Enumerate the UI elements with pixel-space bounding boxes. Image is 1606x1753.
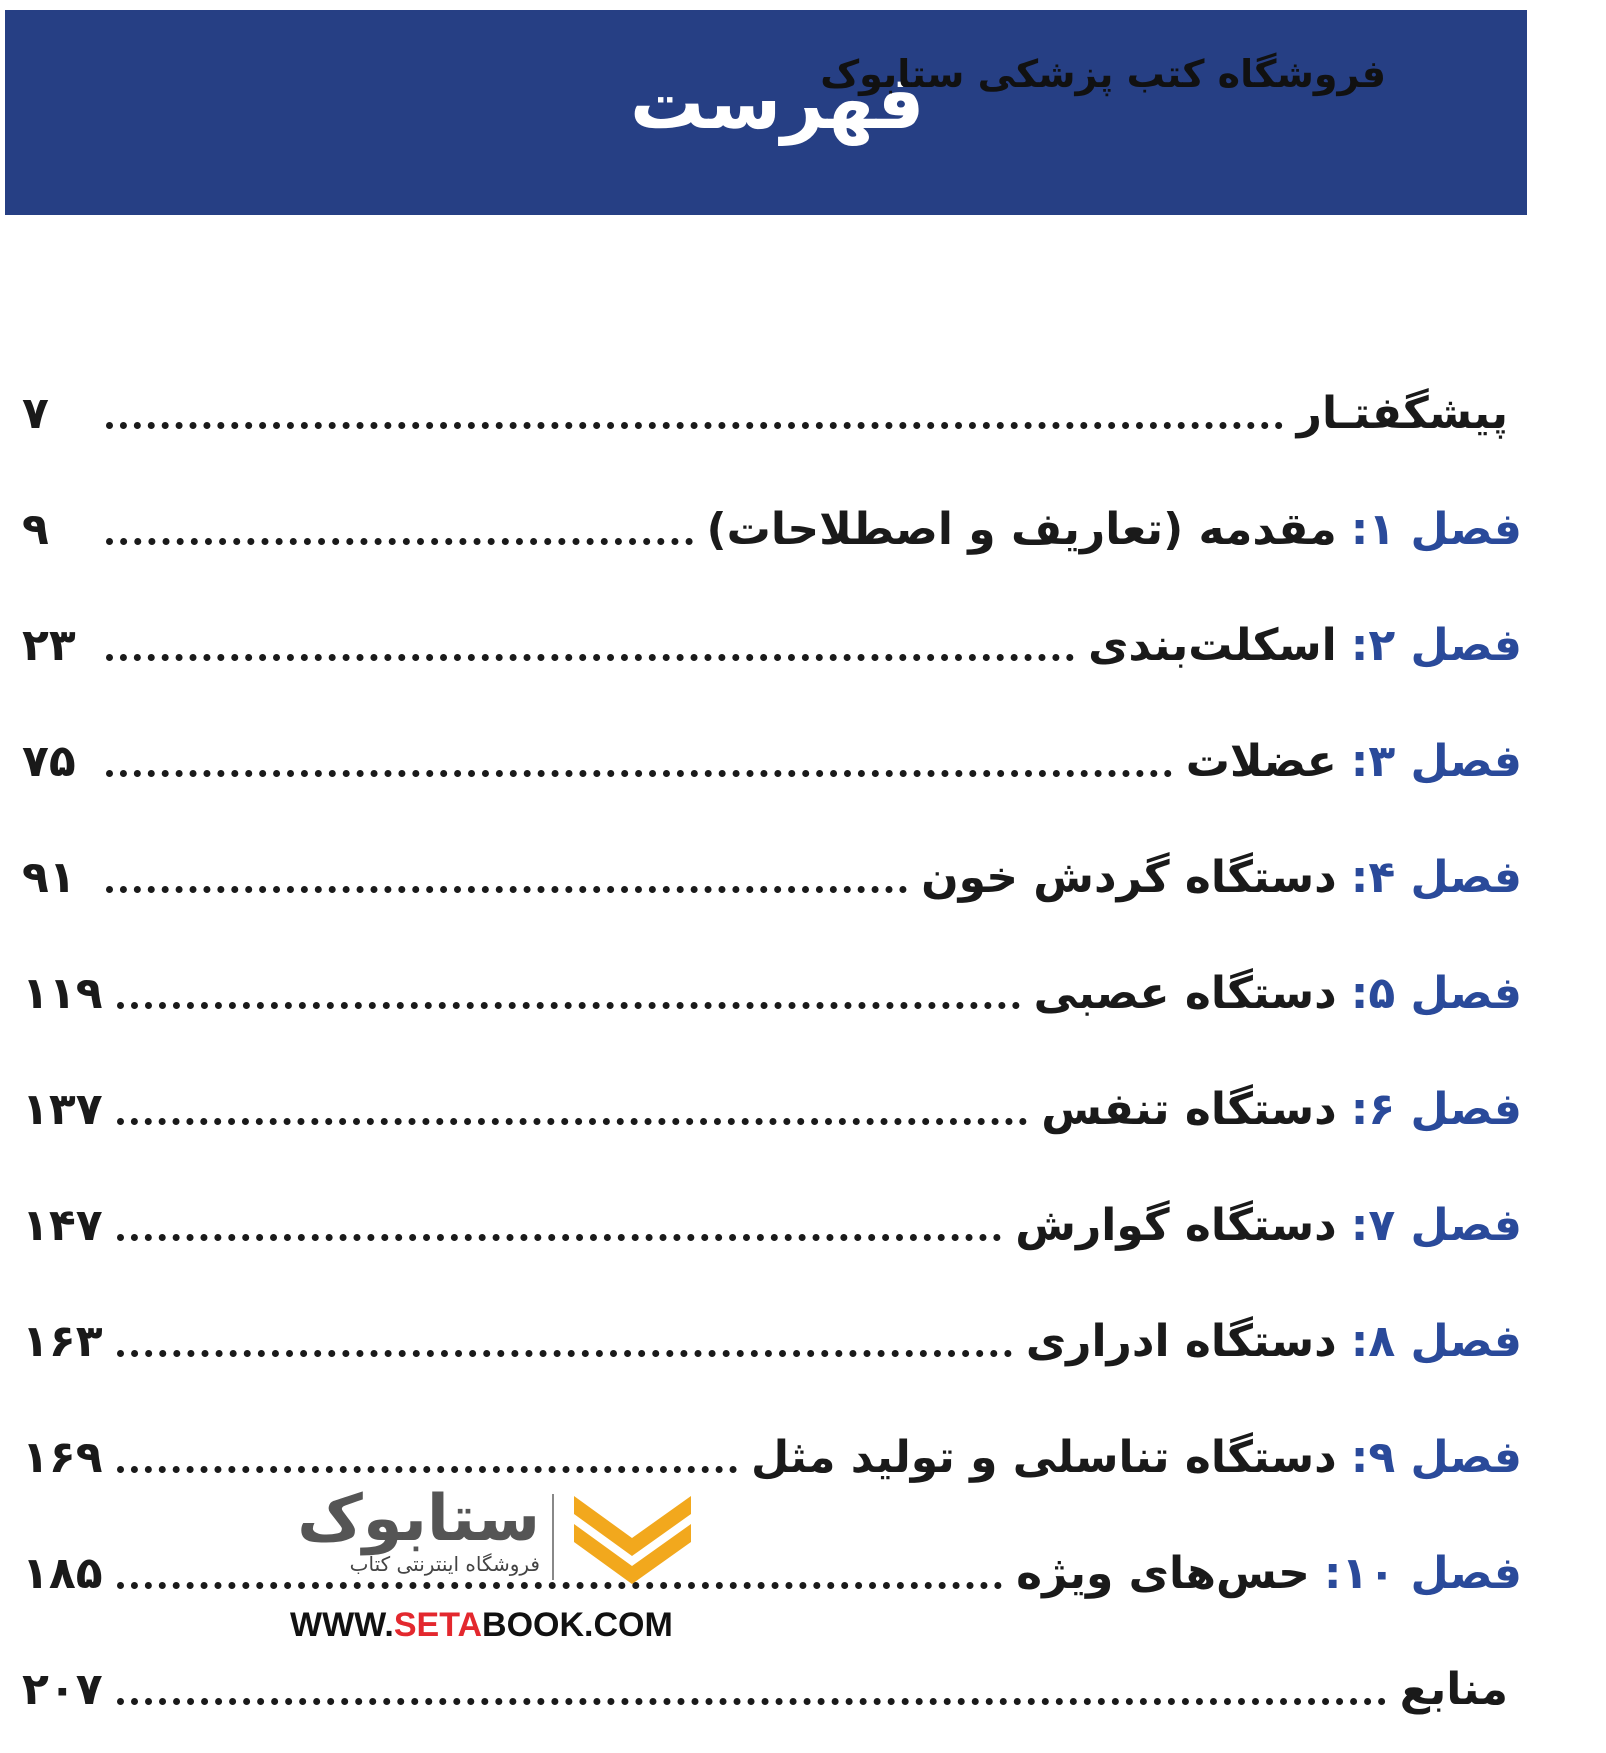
toc-entry-label (707, 504, 1522, 555)
dot-leader (106, 886, 907, 893)
toc-entry-label (1034, 968, 1522, 1019)
page-number: ۱۱۹ (22, 967, 103, 1019)
logo-separator (552, 1494, 554, 1580)
dot-leader (106, 654, 1074, 661)
url-prefix: WWW. (290, 1606, 394, 1644)
watermark-tagline: فروشگاه اینترنتی کتاب (349, 1552, 540, 1576)
watermark-brand: ستابوک (297, 1482, 540, 1556)
toc-row-chapter-6[interactable] (22, 1051, 1522, 1167)
toc-entry-label (1041, 1084, 1522, 1135)
page-number: ۷ (22, 387, 49, 439)
dot-leader (117, 1350, 1012, 1357)
url-accent: SETA (393, 1606, 482, 1644)
setabook-watermark (270, 1482, 710, 1650)
dot-leader (106, 538, 693, 545)
chapter-prefix: فصل ۲: (1350, 619, 1522, 671)
page-number: ۹ (22, 503, 49, 555)
page-number: ۲۳ (22, 619, 76, 671)
toc-entry-title: مقدمه (تعاریف و اصطلاحات) (706, 503, 1337, 555)
watermark-url (290, 1606, 673, 1645)
chapter-prefix: فصل ۱: (1350, 503, 1522, 555)
url-suffix: OOK.COM (506, 1606, 673, 1644)
store-name-overlay: فروشگاه کتب پزشکی ستابوک (820, 52, 1386, 96)
toc-entry-label (1015, 1200, 1522, 1251)
toc-entry-label (1088, 620, 1522, 671)
toc-entry-label (921, 852, 1522, 903)
toc-row-chapter-9[interactable] (22, 1399, 1522, 1515)
toc-entry-title: دستگاه عصبی (1033, 967, 1337, 1019)
dot-leader (117, 1234, 1002, 1241)
page-number: ۲۰۷ (22, 1663, 103, 1715)
chapter-prefix: فصل ۳: (1350, 735, 1522, 787)
toc-row-chapter-3[interactable] (22, 703, 1522, 819)
page-number: ۱۸۵ (22, 1547, 103, 1599)
dot-leader (106, 770, 1172, 777)
toc-entry-title: عضلات (1185, 735, 1337, 787)
chapter-prefix: فصل ۷: (1350, 1199, 1522, 1251)
toc-entry-label (1297, 388, 1522, 439)
url-middle: B (482, 1606, 507, 1644)
toc-row-preface[interactable] (22, 355, 1522, 471)
chapter-prefix: فصل ۸: (1350, 1315, 1522, 1367)
toc-entry-title: حس‌های ویژه (1016, 1547, 1310, 1599)
dot-leader (106, 422, 1283, 429)
dot-leader (117, 1466, 737, 1473)
page-number: ۱۶۹ (22, 1431, 103, 1483)
toc-entry-title: دستگاه تنفس (1041, 1083, 1337, 1135)
toc-entry-label (1016, 1548, 1522, 1599)
chapter-prefix: فصل ۶: (1350, 1083, 1522, 1135)
table-of-contents (22, 355, 1522, 1747)
toc-entry-label (1186, 736, 1522, 787)
toc-row-chapter-8[interactable] (22, 1283, 1522, 1399)
page-number: ۷۵ (22, 735, 76, 787)
page-number: ۱۴۷ (22, 1199, 103, 1251)
dot-leader (117, 1002, 1020, 1009)
toc-row-chapter-1[interactable] (22, 471, 1522, 587)
chapter-prefix: فصل ۱۰: (1323, 1547, 1522, 1599)
toc-row-chapter-2[interactable] (22, 587, 1522, 703)
toc-entry-label (1400, 1664, 1522, 1715)
toc-entry-title: دستگاه گوارش (1015, 1199, 1337, 1251)
toc-entry-title: اسکلت‌بندی (1088, 619, 1337, 671)
toc-row-references[interactable] (22, 1631, 1522, 1747)
chapter-prefix: فصل ۹: (1350, 1431, 1522, 1483)
toc-row-chapter-5[interactable] (22, 935, 1522, 1051)
toc-entry-label (1026, 1316, 1522, 1367)
toc-row-chapter-4[interactable] (22, 819, 1522, 935)
setabook-logo-icon (570, 1490, 695, 1586)
page-number: ۱۶۳ (22, 1315, 103, 1367)
page-number: ۱۳۷ (22, 1083, 103, 1135)
toc-entry-title: دستگاه گردش خون (921, 851, 1337, 903)
dot-leader (117, 1698, 1386, 1705)
page-title: فهرست (630, 60, 925, 146)
toc-entry-title: پیشگفتـار (1296, 387, 1508, 439)
toc-entry-label (751, 1432, 1522, 1483)
chapter-prefix: فصل ۵: (1350, 967, 1522, 1019)
chapter-prefix: فصل ۴: (1350, 851, 1522, 903)
toc-row-chapter-10[interactable] (22, 1515, 1522, 1631)
toc-entry-title: دستگاه ادراری (1025, 1315, 1337, 1367)
dot-leader (117, 1118, 1028, 1125)
page-number: ۹۱ (22, 851, 76, 903)
toc-entry-title: منابع (1399, 1663, 1508, 1715)
toc-entry-title: دستگاه تناسلی و تولید مثل (751, 1431, 1337, 1483)
toc-row-chapter-7[interactable] (22, 1167, 1522, 1283)
